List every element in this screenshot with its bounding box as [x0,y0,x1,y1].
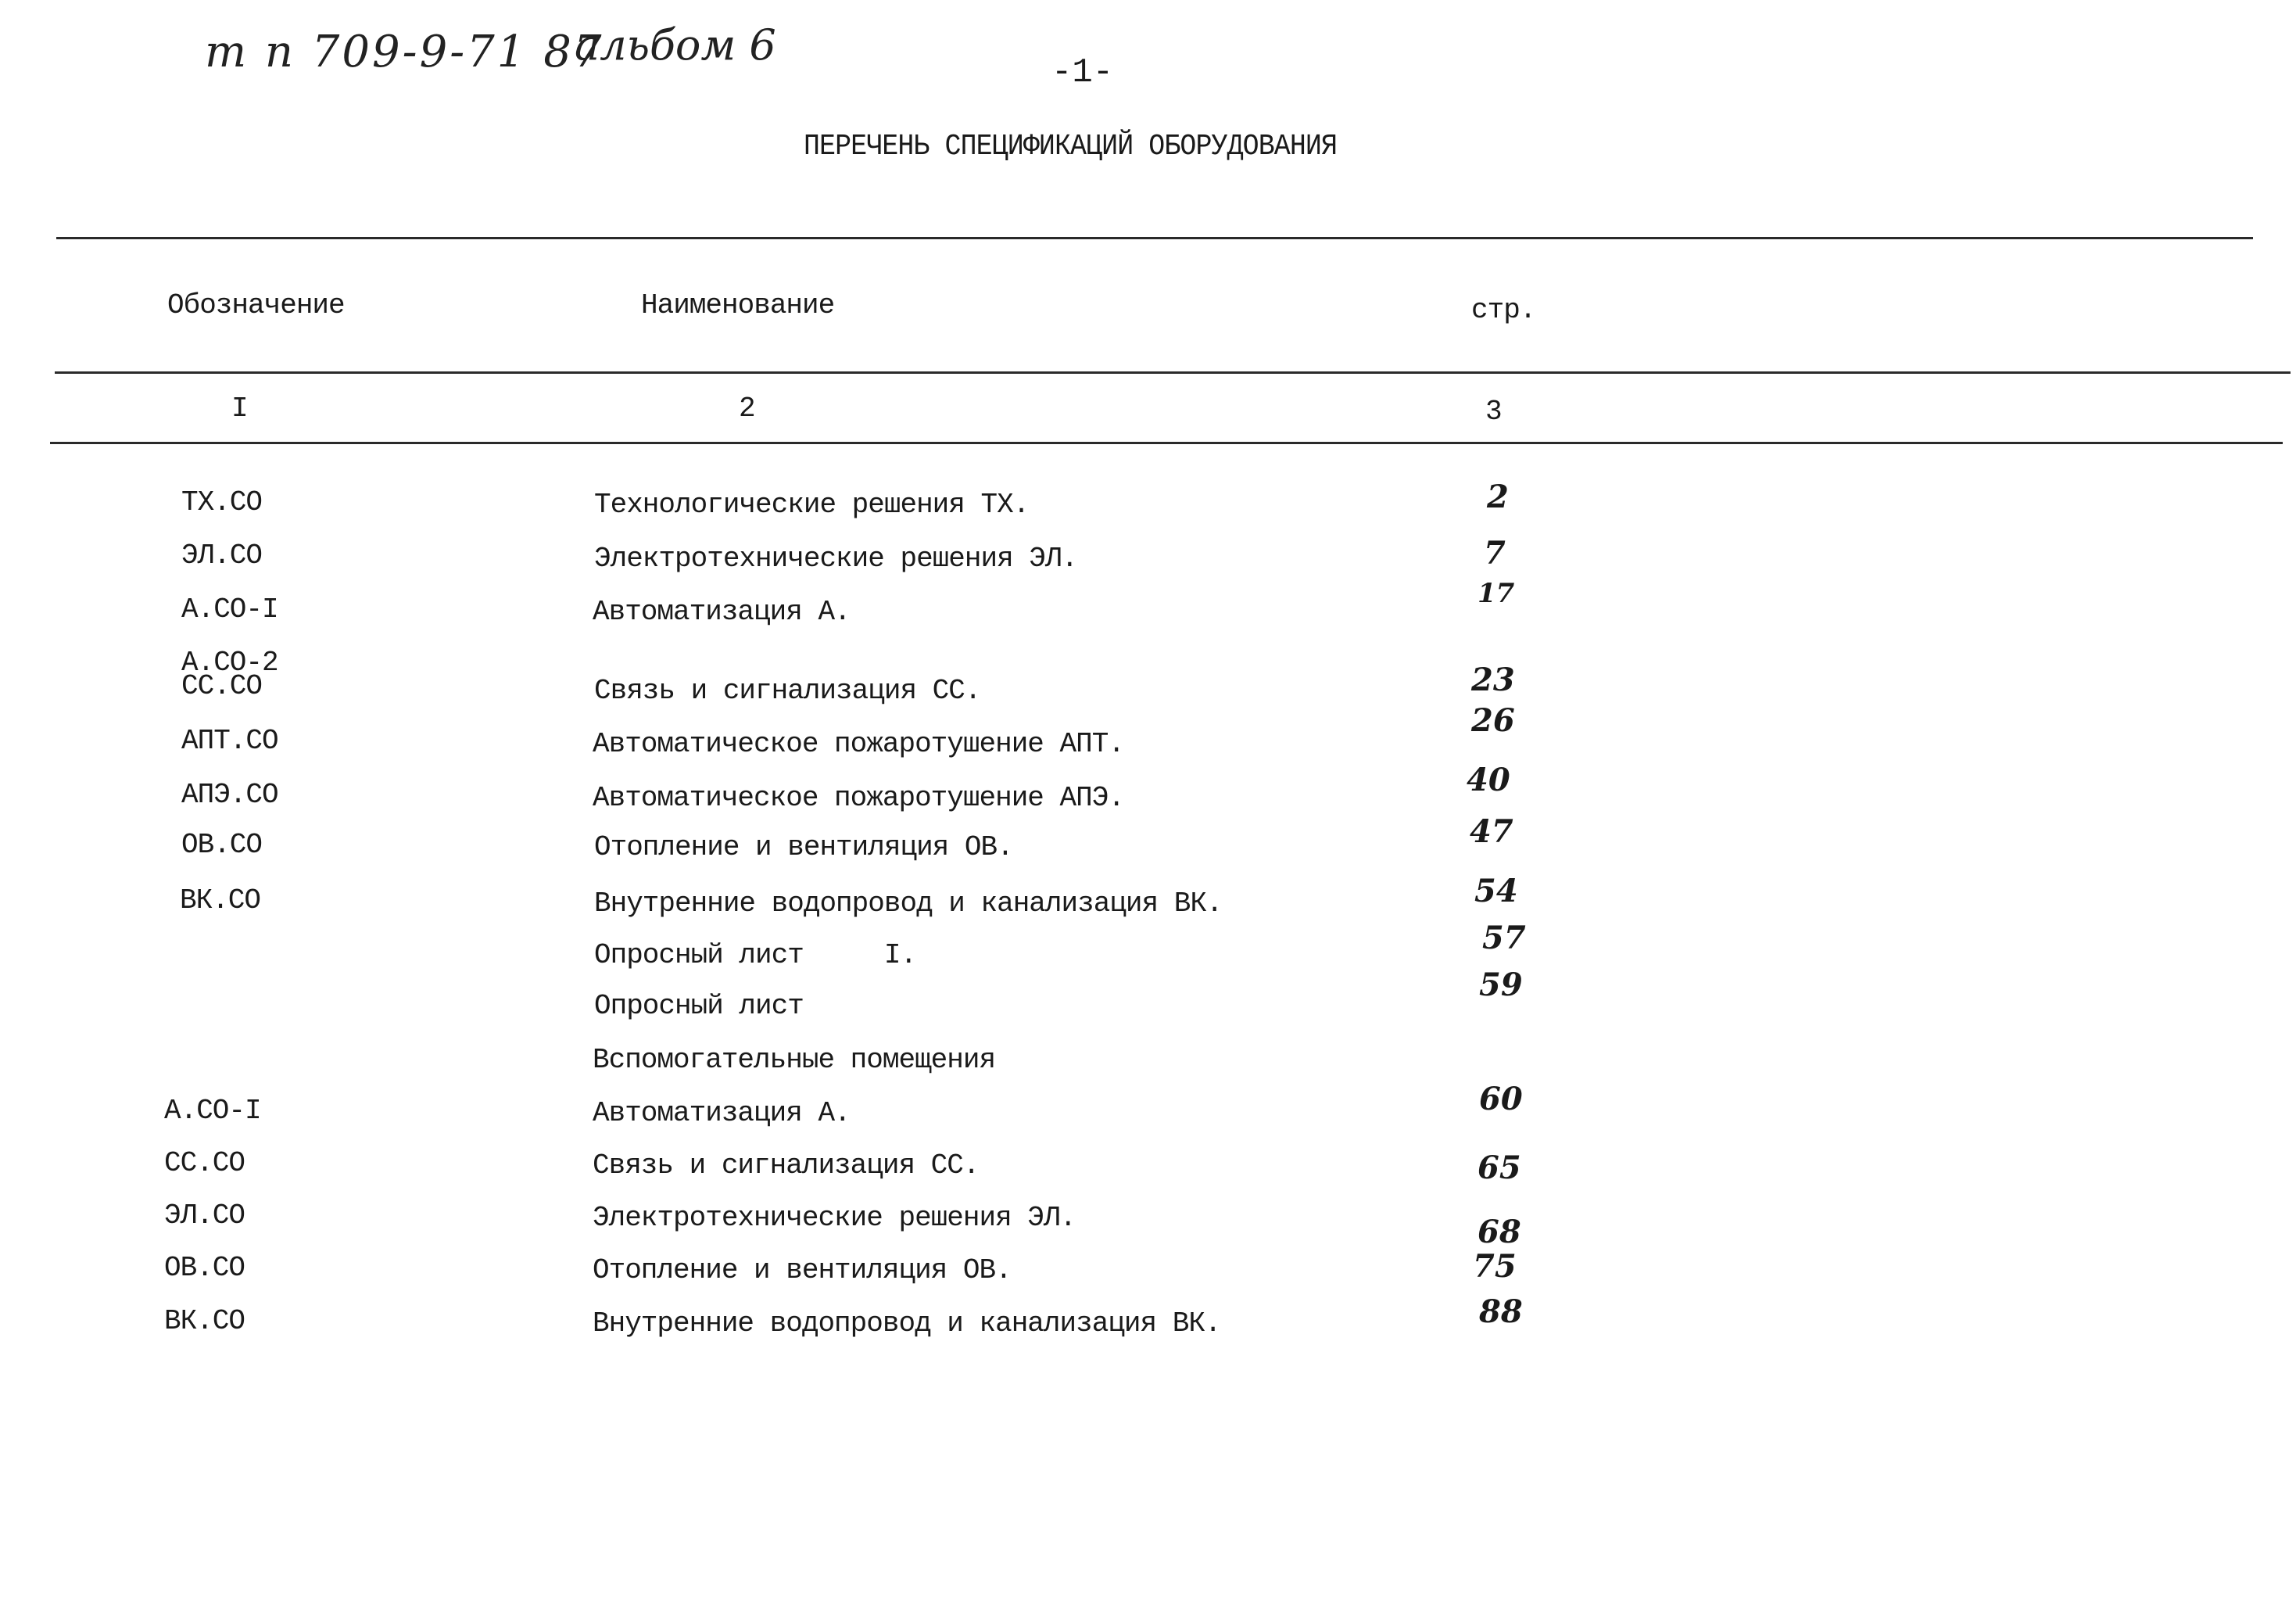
row-name: Технологические решения ТХ. [594,489,1030,521]
row-page: 7 [1484,535,1506,572]
row-page: 59 [1479,966,1523,1003]
column-number-3: 3 [1485,396,1503,428]
handwritten-album-note: альбом 6 [575,20,776,70]
page-number: -1- [1051,53,1114,92]
table-top-rule [56,237,2253,239]
row-page: 47 [1470,813,1513,850]
handwritten-document-code: т п 709-9-71 87 [205,27,604,77]
row-name: Автоматизация А. [593,596,851,628]
row-name: Автоматизация А. [593,1097,851,1129]
table-header-rule [55,371,2291,374]
row-name: Отопление и вентиляция ОВ. [593,1254,1012,1286]
table-column-number-rule [50,442,2283,444]
row-designation: ОВ.СО [164,1252,245,1284]
row-designation: ВК.СО [164,1305,245,1337]
row-page: 60 [1479,1081,1523,1117]
row-designation: А.СО-2 [181,647,278,679]
document-title: ПЕРЕЧЕНЬ СПЕЦИФИКАЦИЙ ОБОРУДОВАНИЯ [804,130,1338,163]
row-designation: ЭЛ.СО [164,1200,245,1232]
row-name: Внутренние водопровод и канализация ВК. [594,888,1223,920]
row-page: 54 [1474,873,1518,909]
row-designation: ТХ.СО [181,486,263,518]
row-name: Автоматическое пожаротушение АПЭ. [593,782,1124,814]
row-designation: А.СО-I [181,594,278,626]
row-designation: СС.СО [164,1147,245,1179]
row-page: 88 [1479,1293,1523,1330]
row-designation: ОВ.СО [181,829,263,861]
row-page: 65 [1478,1149,1521,1186]
column-number-2: 2 [739,393,756,425]
row-designation: АПТ.СО [181,725,278,757]
row-page: 68 [1478,1214,1521,1250]
header-designation: Обозначение [167,289,345,321]
row-page: 17 [1478,578,1515,609]
row-name: Опросный лист I. [594,939,917,971]
row-name: Автоматическое пожаротушение АПТ. [593,728,1124,760]
row-page: 26 [1471,702,1515,739]
row-page: 57 [1482,920,1526,956]
row-name: Внутренние водопровод и канализация ВК. [593,1307,1221,1339]
column-number-1: I [231,393,249,425]
row-name: Опросный лист [594,990,804,1022]
section-heading-auxiliary-rooms: Вспомогательные помещения [593,1044,996,1076]
row-name: Электротехнические решения ЭЛ. [593,1202,1076,1234]
row-page: 2 [1487,479,1509,515]
row-designation: ВК.СО [180,884,261,916]
row-page: 40 [1467,762,1510,798]
row-designation: АПЭ.СО [181,779,278,811]
row-name: Связь и сигнализация СС. [593,1149,980,1182]
row-designation: ЭЛ.СО [181,540,263,572]
row-designation: СС.СО [181,670,263,702]
row-name: Отопление и вентиляция ОВ. [594,831,1013,863]
header-name: Наименование [641,289,835,321]
row-page: 75 [1473,1248,1517,1285]
header-page: стр. [1471,294,1536,326]
row-page: 23 [1471,662,1515,698]
row-designation: А.СО-I [164,1095,261,1127]
row-name: Электротехнические решения ЭЛ. [594,543,1078,575]
row-name: Связь и сигнализация СС. [594,675,981,707]
